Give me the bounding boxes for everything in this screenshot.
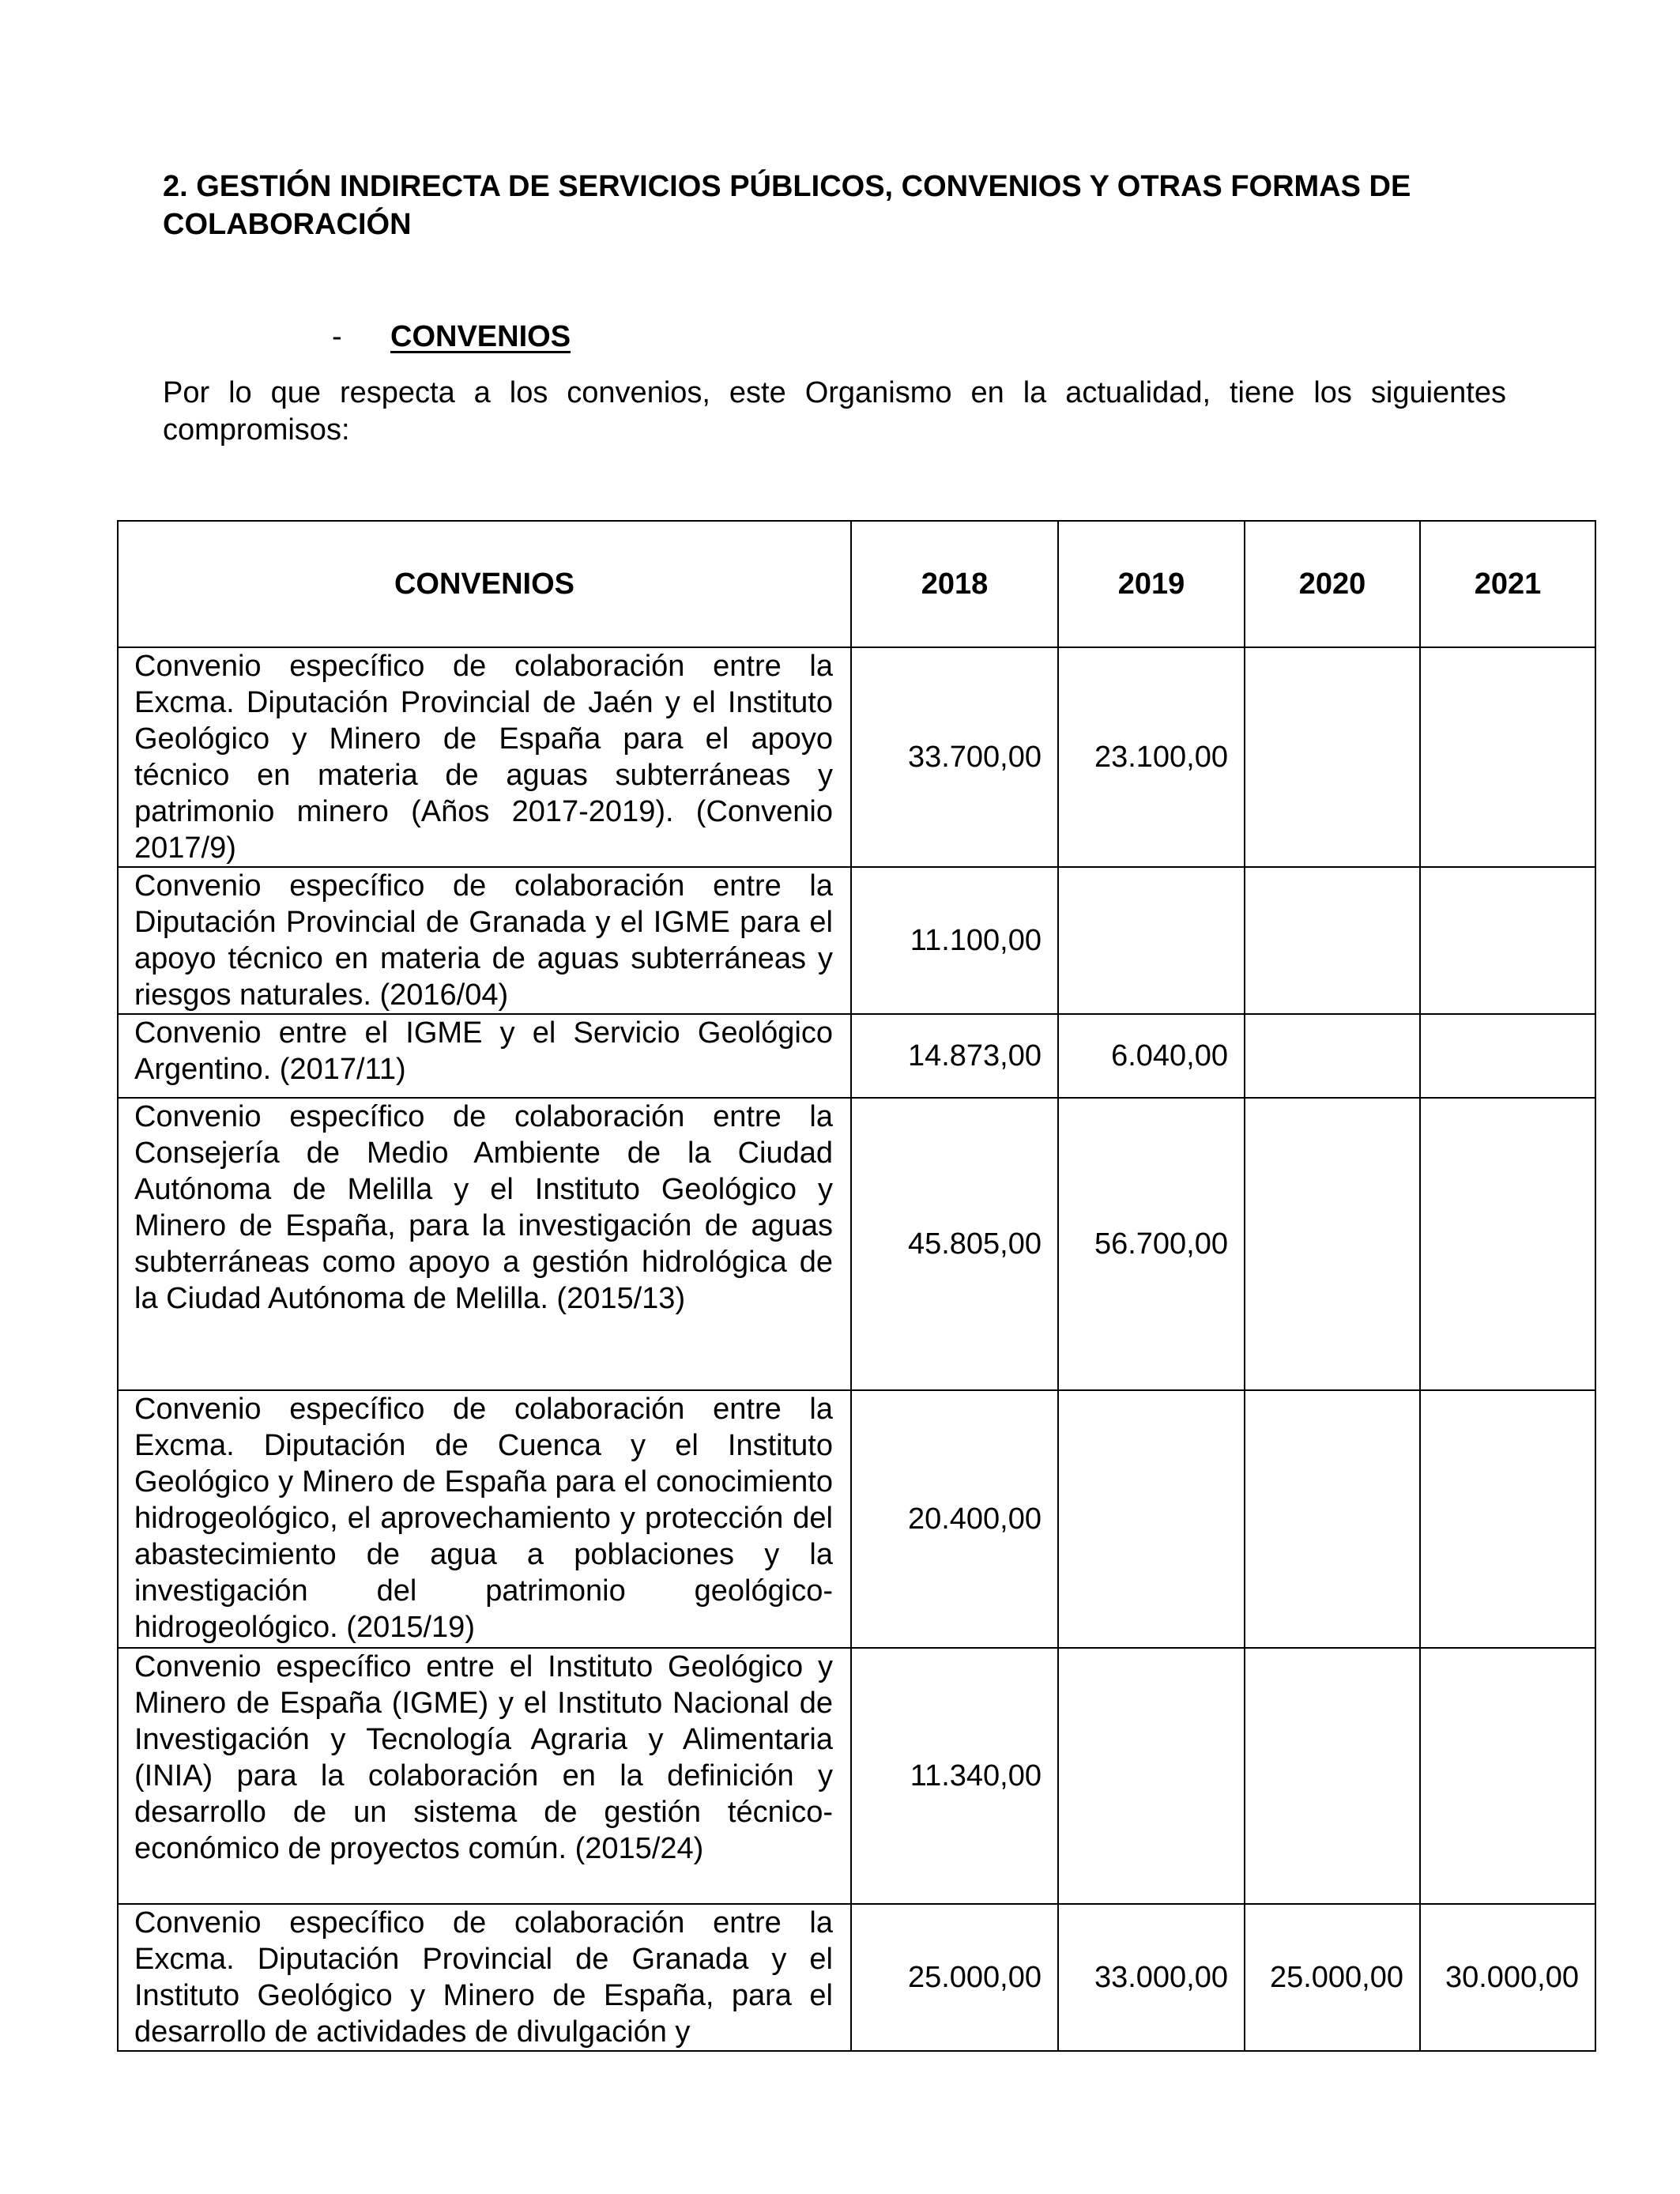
cell-2019: [1058, 1390, 1245, 1648]
row-description: Convenio específico de colaboración entre la Diputación Provincial de Granada y el IGME para el apoyo técnico en materia de aguas subterráneas y riesgos naturales. (2016/04): [118, 867, 851, 1014]
table-row: [118, 1904, 1595, 2051]
cell-2018: 45.805,00: [851, 1098, 1058, 1390]
cell-2020: 25.000,00: [1245, 1904, 1420, 2051]
column-header-2019: 2019: [1058, 521, 1245, 647]
row-description: Convenio específico de colaboración entre la Excma. Diputación Provincial de Granada y el Instituto Geológico y Minero de España, para el desarrollo de actividades de divulgación y: [118, 1904, 851, 2051]
column-header-2021: 2021: [1420, 521, 1595, 647]
cell-2018: 14.873,00: [851, 1014, 1058, 1098]
convenios-table: [117, 520, 1596, 2052]
subsection-title-text: CONVENIOS: [390, 320, 571, 353]
row-description: Convenio entre el IGME y el Servicio Geológico Argentino. (2017/11): [118, 1014, 851, 1098]
cell-2020: [1245, 647, 1420, 867]
row-description: Convenio específico de colaboración entre la Consejería de Medio Ambiente de la Ciudad Autónoma de Melilla y el Instituto Geológico y Minero de España, para la investigación de aguas subterráneas como apoyo a gestión hidrológica de la Ciudad Autónoma de Melilla. (2015/13): [118, 1098, 851, 1390]
cell-2018: 11.100,00: [851, 867, 1058, 1014]
table-row: [118, 647, 1595, 867]
column-header-2020: 2020: [1245, 521, 1420, 647]
subsection-title: [332, 318, 571, 356]
cell-2020: [1245, 1390, 1420, 1648]
row-description: Convenio específico de colaboración entre la Excma. Diputación Provincial de Jaén y el Instituto Geológico y Minero de España para el apoyo técnico en materia de aguas subterráneas y patrimonio minero (Años 2017-2019). (Convenio 2017/9): [118, 647, 851, 867]
cell-2018: 11.340,00: [851, 1648, 1058, 1904]
cell-2021: [1420, 1390, 1595, 1648]
table-row: [118, 1098, 1595, 1390]
row-description: Convenio específico entre el Instituto Geológico y Minero de España (IGME) y el Instituto Nacional de Investigación y Tecnología Agraria y Alimentaria (INIA) para la colaboración en la definición y desarrollo de un sistema de gestión técnico-económico de proyectos común. (2015/24): [118, 1648, 851, 1904]
subsection-dash: -: [332, 320, 342, 353]
cell-2020: [1245, 1648, 1420, 1904]
cell-2021: 30.000,00: [1420, 1904, 1595, 2051]
cell-2018: 25.000,00: [851, 1904, 1058, 2051]
table-row: [118, 1648, 1595, 1904]
cell-2021: [1420, 1014, 1595, 1098]
cell-2019: 6.040,00: [1058, 1014, 1245, 1098]
table-header-row: [118, 521, 1595, 647]
cell-2019: 23.100,00: [1058, 647, 1245, 867]
column-header-convenios: CONVENIOS: [118, 521, 851, 647]
cell-2021: [1420, 1648, 1595, 1904]
cell-2018: 33.700,00: [851, 647, 1058, 867]
cell-2019: 33.000,00: [1058, 1904, 1245, 2051]
intro-paragraph: Por lo que respecta a los convenios, este Organismo en la actualidad, tiene los siguientes compromisos:: [163, 376, 1506, 447]
cell-2021: [1420, 647, 1595, 867]
section-heading: 2. GESTIÓN INDIRECTA DE SERVICIOS PÚBLICOS, CONVENIOS Y OTRAS FORMAS DE COLABORACIÓN: [163, 170, 1411, 241]
cell-2021: [1420, 867, 1595, 1014]
row-description: Convenio específico de colaboración entre la Excma. Diputación de Cuenca y el Instituto Geológico y Minero de España para el conocimiento hidrogeológico, el aprovechamiento y protección del abastecimiento de agua a poblaciones y la investigación del patrimonio geológico-hidrogeológico. (2015/19): [118, 1390, 851, 1648]
cell-2020: [1245, 1014, 1420, 1098]
table-row: [118, 1014, 1595, 1098]
cell-2019: 56.700,00: [1058, 1098, 1245, 1390]
cell-2020: [1245, 867, 1420, 1014]
table-row: [118, 867, 1595, 1014]
cell-2019: [1058, 1648, 1245, 1904]
table-row: [118, 1390, 1595, 1648]
cell-2020: [1245, 1098, 1420, 1390]
column-header-2018: 2018: [851, 521, 1058, 647]
cell-2018: 20.400,00: [851, 1390, 1058, 1648]
cell-2019: [1058, 867, 1245, 1014]
cell-2021: [1420, 1098, 1595, 1390]
